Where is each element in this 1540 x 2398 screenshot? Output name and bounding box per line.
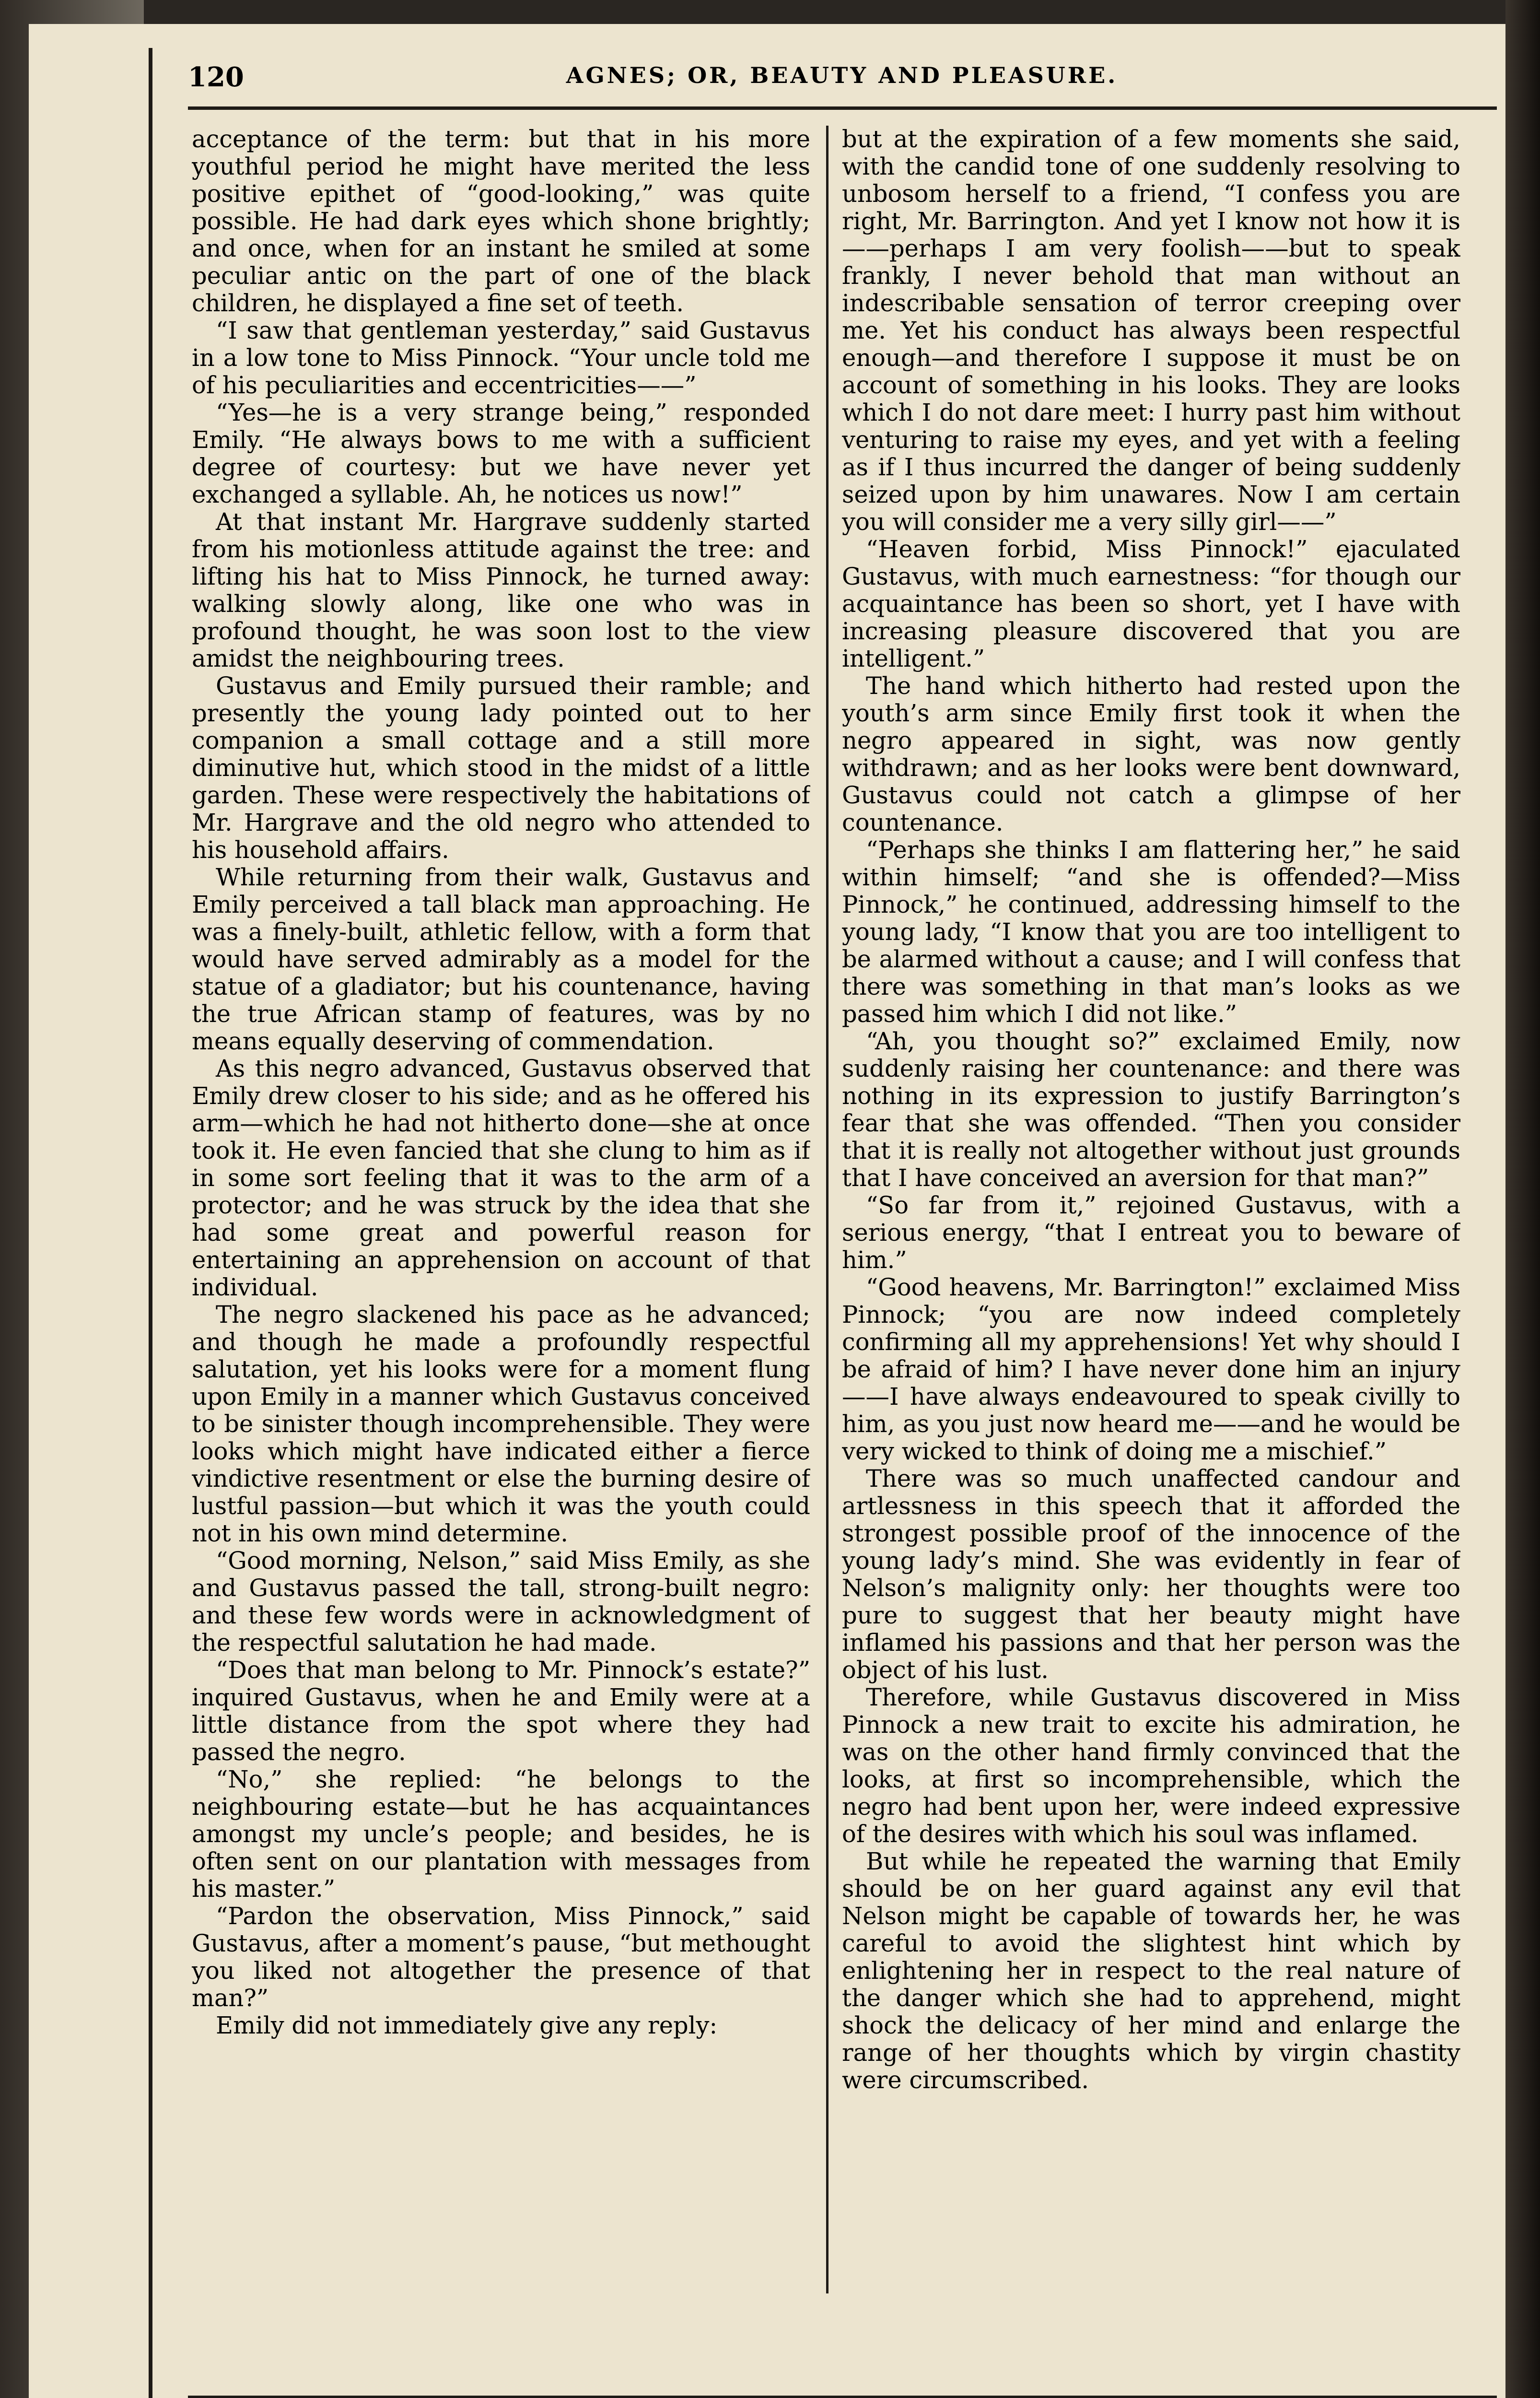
- paragraph: Therefore, while Gustavus discovered in Miss Pinnock a new trait to excite his admiration, he was on the other hand firmly convinced that the looks, at first so incomprehensible, which the negro had bent upon her, were indeed expressive of the desires with which his soul was inflamed.: [842, 1683, 1460, 1848]
- paragraph: “Does that man belong to Mr. Pinnock’s estate?” inquired Gustavus, when he and Emily were at a little distance from the spot where they had passed the negro.: [192, 1656, 810, 1766]
- header-rule: [188, 106, 1497, 110]
- paragraph: The hand which hitherto had rested upon the youth’s arm since Emily first took it when the negro appeared in sight, was now gently withdrawn; and as her looks were bent downward, Gustavus could not catch a glimpse of her countenance.: [842, 672, 1460, 836]
- paragraph: “Perhaps she thinks I am flattering her,” he said within himself; “and she is offended?—Miss Pinnock,” he continued, addressing himself to the young lady, “I know that you are too intelligent to be alarmed without a cause; and I will confess that there was something in that man’s looks as we passed him which I did not like.”: [842, 836, 1460, 1028]
- paragraph: While returning from their walk, Gustavus and Emily perceived a tall black man approaching. He was a finely-built, athletic fellow, with a form that would have served admirably as a model for the statue of a gladiator; but his countenance, having the true African stamp of features, was by no means equally deserving of commendation.: [192, 863, 810, 1055]
- paragraph: but at the expiration of a few moments she said, with the candid tone of one suddenly resolving to unbosom herself to a friend, “I confess you are right, Mr. Barrington. And yet I know not how it is——perhaps I am very foolish——but to speak frankly, I never behold that man without an indescribable sensation of terror creeping over me. Yet his conduct has always been respectful enough—and therefore I suppose it must be on account of something in his looks. They are looks which I do not dare meet: I hurry past him without venturing to raise my eyes, and yet with a feeling as if I thus incurred the danger of being suddenly seized upon by him unawares. Now I am certain you will consider me a very silly girl——”: [842, 126, 1460, 536]
- page-edge: [1505, 0, 1540, 2398]
- paragraph: At that instant Mr. Hargrave suddenly started from his motionless attitude against the tree: and lifting his hat to Miss Pinnock, he turned away: walking slowly along, like one who was in profound thought, he was soon lost to the view amidst the neighbouring trees.: [192, 508, 810, 672]
- paragraph: “No,” she replied: “he belongs to the neighbouring estate—but he has acquaintances amongst my uncle’s people; and besides, he is often sent on our plantation with messages from his master.”: [192, 1765, 810, 1903]
- paragraph: “Good heavens, Mr. Barrington!” exclaimed Miss Pinnock; “you are now indeed completely confirming all my apprehensions! Yet why should I be afraid of him? I have never done him an injury——I have always endeavoured to speak civilly to him, as you just now heard me——and he would be very wicked to think of doing me a mischief.”: [842, 1273, 1460, 1465]
- paragraph: “Yes—he is a very strange being,” responded Emily. “He always bows to me with a sufficient degree of courtesy: but we have never yet exchanged a syllable. Ah, he notices us now!”: [192, 399, 810, 508]
- paragraph: There was so much unaffected candour and artlessness in this speech that it afforded the strongest possible proof of the innocence of the young lady’s mind. She was evidently in fear of Nelson’s malignity only: her thoughts were too pure to suggest that her beauty might have inflamed his passions and that her person was the object of his lust.: [842, 1465, 1460, 1684]
- paragraph: Gustavus and Emily pursued their ramble; and presently the young lady pointed out to her companion a small cottage and a still more diminutive hut, which stood in the midst of a little garden. These were respectively the habitations of Mr. Hargrave and the old negro who attended to his household affairs.: [192, 672, 810, 864]
- binding-rule: [149, 48, 152, 2398]
- paragraph: acceptance of the term: but that in his more youthful period he might have merited the less positive epithet of “good-looking,” was quite possible. He had dark eyes which shone brightly; and once, when for an instant he smiled at some peculiar antic on the part of one of the black children, he displayed a fine set of teeth.: [192, 126, 810, 317]
- running-head: AGNES; OR, BEAUTY AND PLEASURE.: [566, 62, 1118, 88]
- paragraph: “So far from it,” rejoined Gustavus, with a serious energy, “that I entreat you to beware of him.”: [842, 1191, 1460, 1274]
- paragraph: But while he repeated the warning that Emily should be on her guard against any evil that Nelson might be capable of towards her, he was careful to avoid the slightest hint which by enlightening her in respect to the real nature of the danger which she had to apprehend, might shock the delicacy of her mind and enlarge the range of her thoughts which by virgin chastity were circumscribed.: [842, 1847, 1460, 2094]
- paragraph: “I saw that gentleman yesterday,” said Gustavus in a low tone to Miss Pinnock. “Your uncle told me of his peculiarities and eccentricities——”: [192, 317, 810, 399]
- paragraph: “Pardon the observation, Miss Pinnock,” said Gustavus, after a moment’s pause, “but methought you liked not altogether the presence of that man?”: [192, 1902, 810, 2012]
- paragraph: “Ah, you thought so?” exclaimed Emily, now suddenly raising her countenance: and there was nothing in its expression to justify Barrington’s fear that she was offended. “Then you consider that it is really not altogether without just grounds that I have conceived an aversion for that man?”: [842, 1027, 1460, 1192]
- text-column-right: [842, 126, 1460, 2332]
- column-divider: [826, 126, 828, 2293]
- page-header: [188, 57, 1496, 100]
- paragraph: Emily did not immediately give any reply:: [216, 2011, 718, 2039]
- paragraph: “Heaven forbid, Miss Pinnock!” ejaculated Gustavus, with much earnestness: “for though our acquaintance has been so short, yet I have with increasing pleasure discovered that you are intelligent.”: [842, 535, 1460, 672]
- text-column-left: [192, 126, 810, 2332]
- paragraph: “Good morning, Nelson,” said Miss Emily, as she and Gustavus passed the tall, strong-built negro: and these few words were in acknowledgment of the respectful salutation he had made.: [192, 1547, 810, 1657]
- page-number: 120: [188, 61, 244, 93]
- paragraph: The negro slackened his pace as he advanced; and though he made a profoundly respectful salutation, yet his looks were for a moment flung upon Emily in a manner which Gustavus conceived to be sinister though incomprehensible. They were looks which might have indicated either a fierce vindictive resentment or else the burning desire of lustful passion—but which it was the youth could not in his own mind determine.: [192, 1301, 810, 1547]
- paragraph: As this negro advanced, Gustavus observed that Emily drew closer to his side; and as he offered his arm—which he had not hitherto done—she at once took it. He even fancied that she clung to him as if in some sort feeling that it was to the arm of a protector; and he was struck by the idea that she had some great and powerful reason for entertaining an apprehension on account of that individual.: [192, 1055, 810, 1301]
- footer-rule: [188, 2396, 1497, 2398]
